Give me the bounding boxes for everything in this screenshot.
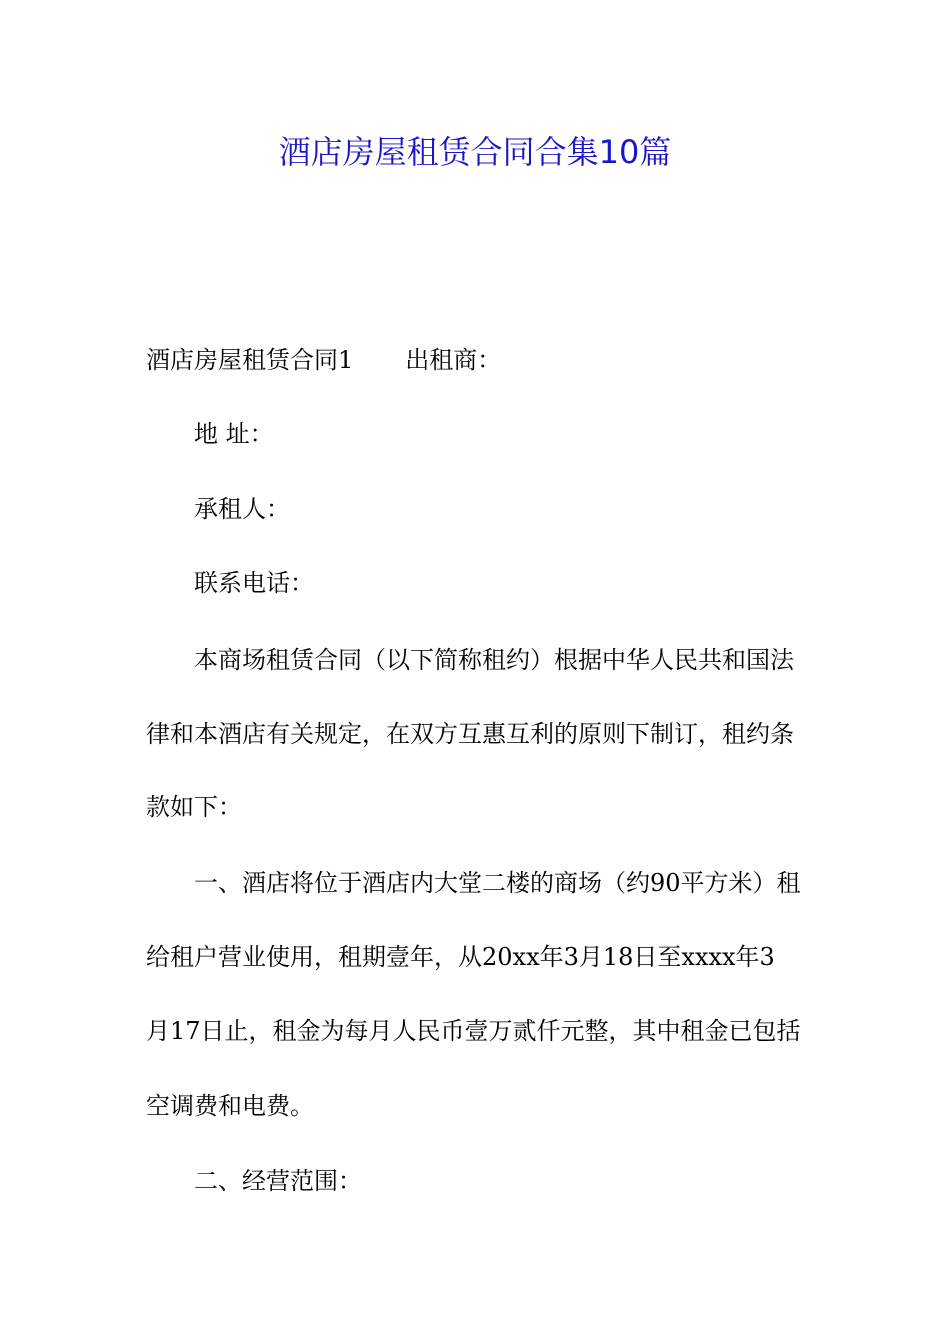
tenant-field: 承租人： (194, 495, 290, 523)
clause2-heading: 二、经营范围： (194, 1167, 362, 1195)
address-field: 地 址： (194, 420, 274, 448)
intro-paragraph-line: 律和本酒店有关规定，在双方互惠互利的原则下制订，租约条 (146, 720, 794, 748)
clause1-paragraph-line: 月17日止，租金为每月人民币壹万贰仟元整，其中租金已包括 (146, 1017, 801, 1045)
landlord-label: 出租商： (405, 346, 502, 374)
clause1-paragraph-line: 一、酒店将位于酒店内大堂二楼的商场（约90平方米）租 (194, 869, 801, 897)
clause1-paragraph-line: 给租户营业使用，租期壹年，从20xx年3月18日至xxxx年3 (146, 943, 775, 971)
intro-paragraph-line: 本商场租赁合同（以下简称租约）根据中华人民共和国法 (194, 646, 794, 674)
intro-paragraph-line: 款如下： (146, 793, 242, 821)
document-title: 酒店房屋租赁合同合集10篇 (278, 133, 672, 171)
clause1-paragraph-line: 空调费和电费。 (146, 1092, 314, 1120)
contract-heading-line (146, 340, 826, 380)
contract-name: 酒店房屋租赁合同1 (146, 346, 354, 374)
phone-field: 联系电话： (194, 569, 314, 597)
